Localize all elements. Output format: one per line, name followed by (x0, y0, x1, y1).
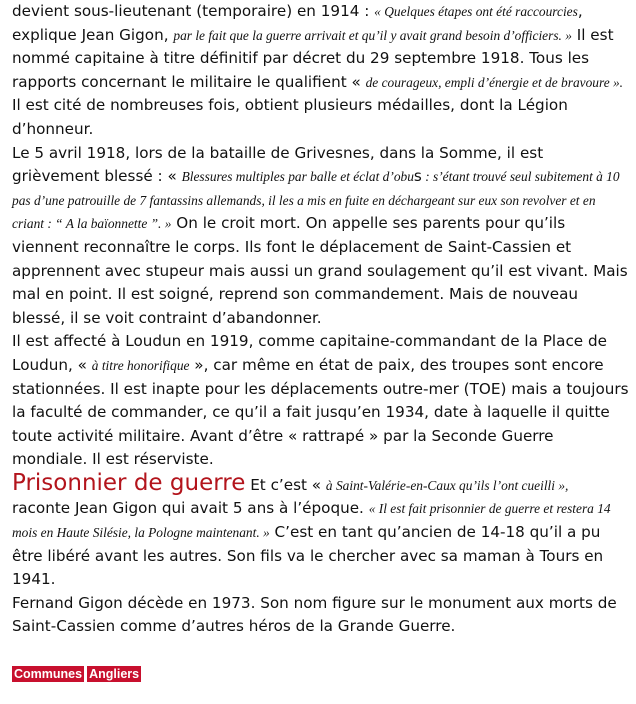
paragraph-grivesnes (12, 142, 630, 331)
text: , explique Jean Gigon, (12, 2, 583, 44)
section-title: Prisonnier de guerre (12, 469, 246, 496)
text: On le croit mort. On appelle ses parents pour qu’ils viennent reconnaître le corps. Ils font le déplacement de Saint-Cassien et apprennent avec stupeur mais aussi un grand soulagement qu’il est vivant. Mais mal en point. Il est soigné, reprend son commandement. Mais de nouveau blessé, il se voit contraint d’abandonner. (12, 214, 628, 327)
text: Il est cité de nombreuses fois, obtient plusieurs médailles, dont la Légion d’honneur. (12, 96, 568, 138)
paragraph-prisonnier (12, 469, 630, 592)
text: Le 5 avril 1918, lors de la bataille de Grivesnes, dans la Somme, il est grièvement blessé : « (12, 143, 544, 186)
paragraph-promotion (12, 0, 630, 142)
quote: à Saint-Valérie-en-Caux qu’ils l’ont cueilli », (325, 477, 569, 493)
quote: : s’étant trouvé seul subitement à 10 pas d’une patrouille de 7 fantassins allemands, il les a mis en fuite en déchargeant sur eux son revolver et en criant : “ A la baïonnette ”. » (12, 169, 620, 232)
quote: à titre honorifique (91, 357, 190, 373)
quote: par le fait que la guerre arrivait et qu’il y avait grand besoin d’officiers. » (173, 27, 572, 43)
text: C’est en tant qu’ancien de 14-18 qu’il a pu être libéré avant les autres. Son fils va le chercher avec sa maman à Tours en 1941. (12, 523, 604, 589)
tag-list (12, 666, 141, 682)
text: Et c’est « (245, 475, 326, 494)
quote: « Il est fait prisonnier de guerre et restera 14 mois en Haute Silésie, la Pologne maintenant. » (12, 501, 611, 541)
quote: Blessures multiples par balle et éclat d’obu (181, 169, 414, 185)
tag-communes[interactable]: Communes (14, 667, 83, 681)
text: devient sous-lieutenant (temporaire) en 1914 : (12, 2, 375, 20)
article-body (12, 0, 630, 639)
text: Il est affecté à Loudun en 1919, comme capitaine-commandant de la Place de Loudun, « (12, 332, 607, 374)
text: Il est nommé capitaine à titre définitif par décret du 29 septembre 1918. Tous les rapports concernant le militaire le qualifient « (12, 25, 614, 91)
text: », car même en état de paix, des troupes sont encore stationnées. Il est inapte pour les déplacements outre-mer (TOE) mais a toujours la faculté de commander, ce qu’il a fait jusqu’en 1934, date à laquelle il quitte toute activité militaire. Avant d’être « rattrapé » par la Seconde Guerre mondiale. Il est réserviste. (12, 355, 629, 469)
quote: « Quelques étapes ont été raccourcies (374, 4, 578, 19)
tag-angliers[interactable]: Angliers (89, 667, 140, 681)
text: s (413, 167, 422, 186)
paragraph-loudun (12, 330, 630, 472)
paragraph-deces: Fernand Gigon décède en 1973. Son nom figure sur le monument aux morts de Saint-Cassien comme d’autres héros de la Grande Guerre. (12, 593, 617, 636)
text: raconte Jean Gigon qui avait 5 ans à l’époque. (12, 499, 369, 518)
quote: de courageux, empli d’énergie et de bravoure ». (365, 74, 624, 90)
